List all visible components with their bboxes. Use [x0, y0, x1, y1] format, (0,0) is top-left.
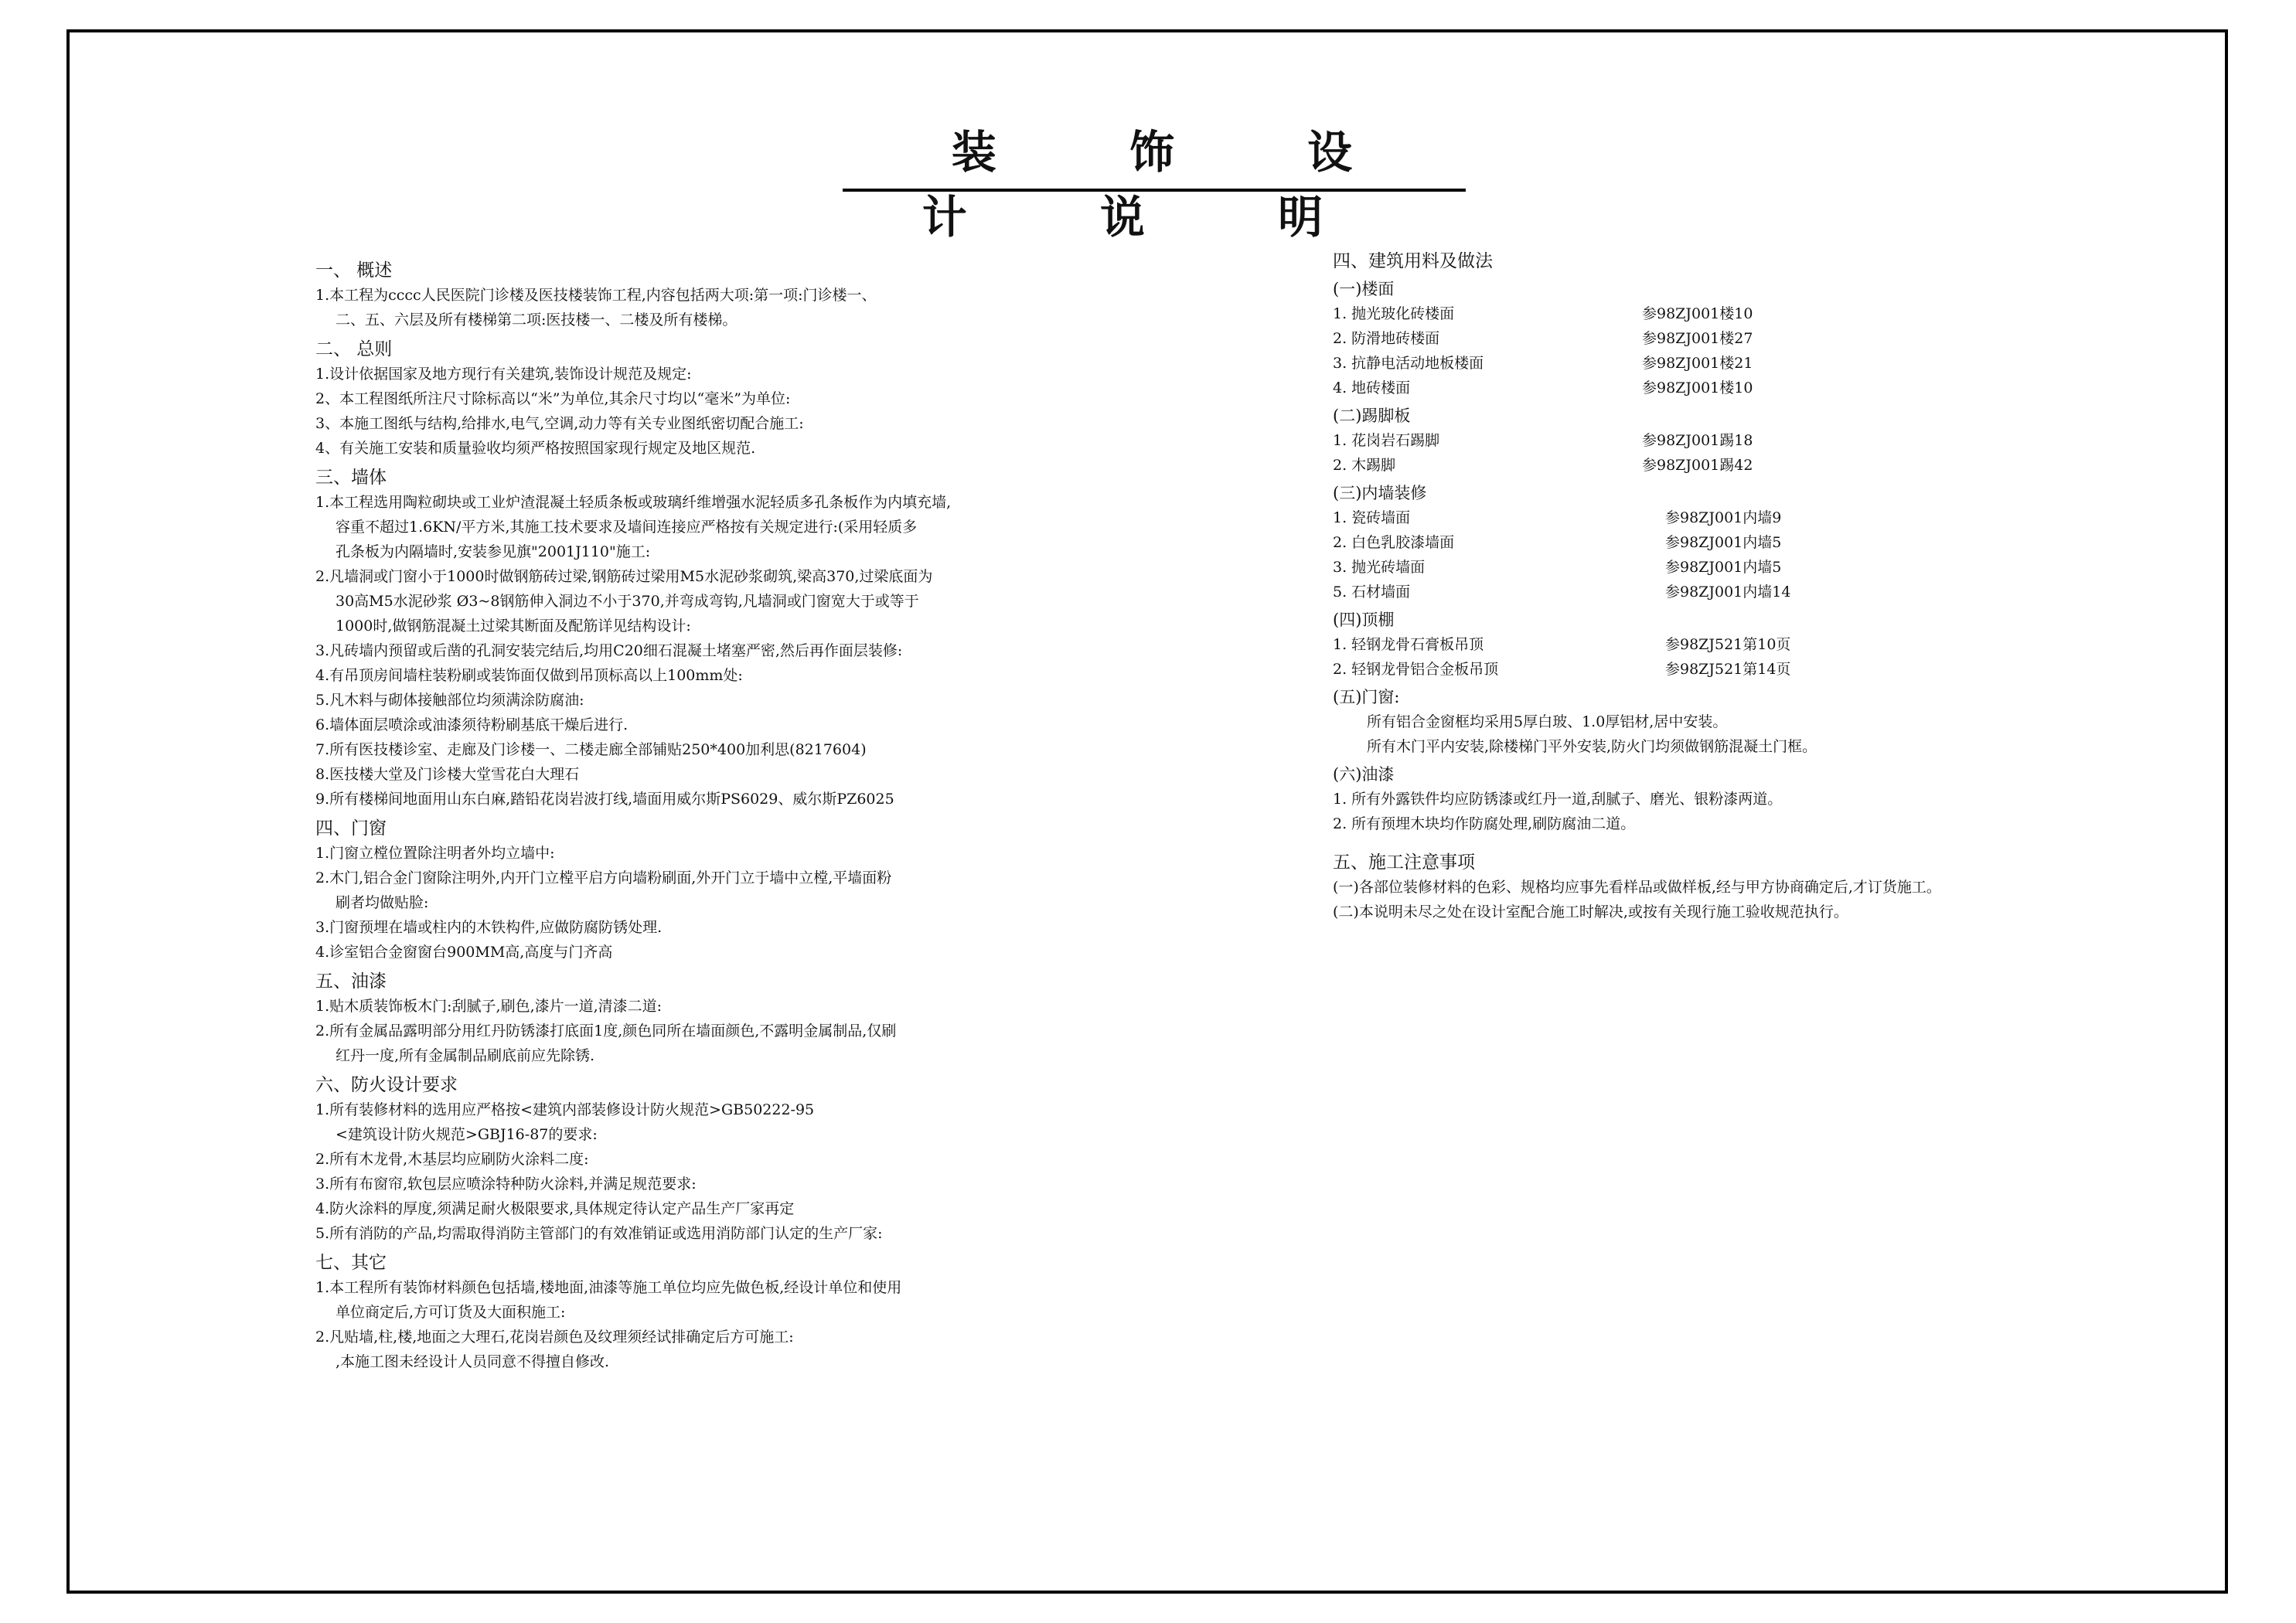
section-heading: 四、门窗	[315, 818, 387, 839]
material-name: 1. 瓷砖墙面	[1333, 509, 1411, 526]
note-line: 孔条板为内隔墙时,安装参见旗"2001J110"施工:	[336, 543, 651, 560]
note-line: 2、本工程图纸所注尺寸除标高以“米”为单位,其余尺寸均以“毫米”为单位:	[315, 390, 791, 407]
material-list-ceiling	[1333, 632, 2106, 682]
note-line: 3.凡砖墙内预留或后凿的孔洞安装完结后,均用C20细石混凝土堵塞严密,然后再作面层装修:	[315, 642, 903, 659]
material-reference: 参98ZJ001楼10	[1642, 305, 1753, 322]
note-line: 所有木门平内安装,除楼梯门平外安装,防火门均须做钢筋混凝土门框。	[1367, 738, 1817, 755]
material-row	[1333, 301, 2106, 326]
note-line: 30高M5水泥砂浆 Ø3~8钢筋伸入洞边不小于370,并弯成弯钩,凡墙洞或门窗宽大于或等于	[336, 593, 919, 610]
material-name: 1. 轻钢龙骨石膏板吊顶	[1333, 636, 1484, 653]
note-line: 6.墙体面层喷涂或油漆须待粉刷基底干燥后进行.	[315, 716, 629, 733]
material-reference: 参98ZJ001踢18	[1642, 432, 1753, 449]
note-line: 红丹一度,所有金属制品刷底前应先除锈.	[336, 1047, 595, 1064]
note-line: 5.凡木料与砌体接触部位均须满涂防腐油:	[315, 692, 584, 709]
section-heading: 五、施工注意事项	[1333, 852, 1475, 873]
subsection-heading: (五)门窗:	[1333, 688, 1400, 706]
material-list-interior-wall	[1333, 505, 2106, 604]
note-line: (一)各部位装修材料的色彩、规格均应事先看样品或做样板,经与甲方协商确定后,才订货施工。	[1333, 879, 1941, 896]
note-line: 2.凡墙洞或门窗小于1000时做钢筋砖过梁,钢筋砖过梁用M5水泥砂浆砌筑,梁高370,过梁底面为	[315, 568, 933, 585]
material-list-skirting	[1333, 428, 2106, 478]
note-line: 1. 所有外露铁件均应防锈漆或红丹一道,刮腻子、磨光、银粉漆两道。	[1333, 791, 1783, 808]
note-line: <建筑设计防火规范>GBJ16-87的要求:	[336, 1126, 598, 1143]
note-line: 刷者均做贴脸:	[336, 894, 429, 911]
material-reference: 参98ZJ001内墙5	[1665, 534, 1782, 551]
section-heading: 一、 概述	[315, 260, 393, 281]
material-reference: 参98ZJ001内墙9	[1665, 509, 1782, 526]
note-line: 1.本工程选用陶粒砌块或工业炉渣混凝土轻质条板或玻璃纤维增强水泥轻质多孔条板作为内填充墙,	[315, 494, 952, 511]
section-heading: 三、墙体	[315, 468, 387, 488]
material-name: 5. 石材墙面	[1333, 584, 1411, 601]
material-row	[1333, 530, 2106, 555]
material-name: 1. 抛光玻化砖楼面	[1333, 305, 1455, 322]
material-row	[1333, 326, 2106, 351]
note-line: 3.门窗预埋在墙或柱内的木铁构件,应做防腐防锈处理.	[315, 919, 663, 936]
material-row	[1333, 632, 2106, 657]
material-row	[1333, 657, 2106, 682]
note-line: (二)本说明未尽之处在设计室配合施工时解决,或按有关现行施工验收规范执行。	[1333, 903, 1848, 920]
material-name: 2. 木踢脚	[1333, 457, 1396, 474]
subsection-heading: (二)踢脚板	[1333, 407, 1411, 425]
material-row	[1333, 351, 2106, 376]
note-line: 5.所有消防的产品,均需取得消防主管部门的有效准销证或选用消防部门认定的生产厂家:	[315, 1225, 883, 1242]
note-line: 7.所有医技楼诊室、走廊及门诊楼一、二楼走廊全部铺贴250*400加利思(8217604)	[315, 741, 867, 758]
note-line: 所有铝合金窗框均采用5厚白玻、1.0厚铝材,居中安装。	[1367, 713, 1728, 730]
material-name: 2. 防滑地砖楼面	[1333, 330, 1440, 347]
material-name: 4. 地砖楼面	[1333, 379, 1411, 396]
section-heading: 六、防火设计要求	[315, 1075, 458, 1095]
note-line: 4.诊室铝合金窗窗台900MM高,高度与门齐高	[315, 944, 613, 961]
material-reference: 参98ZJ001楼27	[1642, 330, 1753, 347]
subsection-heading: (三)内墙装修	[1333, 484, 1427, 502]
note-line: 2.所有金属品露明部分用红丹防锈漆打底面1度,颜色同所在墙面颜色,不露明金属制品,仅刷	[315, 1022, 897, 1039]
note-line: 1.所有装修材料的选用应严格按<建筑内部装修设计防火规范>GB50222-95	[315, 1101, 815, 1118]
note-line: 2.所有木龙骨,木基层均应刷防火涂料二度:	[315, 1151, 589, 1168]
note-line: 2. 所有预埋木块均作防腐处理,刷防腐油二道。	[1333, 815, 1636, 832]
left-column	[315, 253, 996, 1374]
material-reference: 参98ZJ001楼10	[1642, 379, 1753, 396]
material-name: 2. 轻钢龙骨铝合金板吊顶	[1333, 661, 1499, 678]
note-line: 容重不超过1.6KN/平方米,其施工技术要求及墙间连接应严格按有关规定进行:(采用轻质多	[336, 519, 918, 536]
title-underline	[843, 189, 1466, 192]
section-heading: 七、其它	[315, 1253, 387, 1273]
note-line: 1.本工程为cccc人民医院门诊楼及医技楼装饰工程,内容包括两大项:第一项:门诊楼一、	[315, 287, 877, 304]
subsection-heading: (六)油漆	[1333, 765, 1395, 784]
note-line: 1.门窗立樘位置除注明者外均立墙中:	[315, 845, 555, 862]
subsection-heading: (一)楼面	[1333, 280, 1395, 298]
note-line: 4.有吊顶房间墙柱装粉刷或装饰面仅做到吊顶标高以上100mm处:	[315, 667, 743, 684]
note-line: 2.木门,铝合金门窗除注明外,内开门立樘平启方向墙粉刷面,外开门立于墙中立樘,平墙面粉	[315, 869, 892, 886]
note-line: 1.本工程所有装饰材料颜色包括墙,楼地面,油漆等施工单位均应先做色板,经设计单位和使用	[315, 1279, 902, 1296]
right-column	[1333, 244, 2106, 924]
material-row	[1333, 428, 2106, 453]
note-line: 单位商定后,方可订货及大面积施工:	[336, 1304, 566, 1321]
material-row	[1333, 580, 2106, 604]
note-line: 1000时,做钢筋混凝土过梁其断面及配筋详见结构设计:	[336, 618, 691, 635]
material-name: 3. 抛光砖墙面	[1333, 559, 1426, 576]
material-row	[1333, 376, 2106, 400]
section-heading: 五、油漆	[315, 971, 387, 992]
material-reference: 参98ZJ001内墙5	[1665, 559, 1782, 576]
note-line: 3.所有布窗帘,软包层应喷涂特种防火涂料,并满足规范要求:	[315, 1176, 697, 1193]
material-reference: 参98ZJ001楼21	[1642, 355, 1753, 372]
note-line: 2.凡贴墙,柱,楼,地面之大理石,花岗岩颜色及纹理须经试排确定后方可施工:	[315, 1329, 794, 1346]
note-line: 4.防火涂料的厚度,须满足耐火极限要求,具体规定待认定产品生产厂家再定	[315, 1200, 795, 1217]
page-title: 装 饰 设 计 说 明	[921, 126, 1412, 243]
material-list-floor	[1333, 301, 2106, 400]
note-line: 4、有关施工安装和质量验收均须严格按照国家现行规定及地区规范.	[315, 440, 756, 457]
note-line: 1.设计依据国家及地方现行有关建筑,装饰设计规范及规定:	[315, 366, 692, 383]
note-line: 1.贴木质装饰板木门:刮腻子,刷色,漆片一道,清漆二道:	[315, 998, 663, 1015]
section-heading: 四、建筑用料及做法	[1333, 251, 1493, 271]
note-line: 9.所有楼梯间地面用山东白麻,踏铅花岗岩波打线,墙面用威尔斯PS6029、威尔斯PZ6025	[315, 791, 894, 808]
material-row	[1333, 505, 2106, 530]
material-row	[1333, 453, 2106, 478]
material-row	[1333, 555, 2106, 580]
material-name: 1. 花岗岩石踢脚	[1333, 432, 1440, 449]
material-name: 2. 白色乳胶漆墙面	[1333, 534, 1455, 551]
section-heading: 二、 总则	[315, 339, 393, 359]
note-line: 8.医技楼大堂及门诊楼大堂雪花白大理石	[315, 766, 580, 783]
note-line: 二、五、六层及所有楼梯第二项:医技楼一、二楼及所有楼梯。	[336, 311, 738, 328]
note-line: ,本施工图未经设计人员同意不得擅自修改.	[336, 1353, 610, 1370]
material-reference: 参98ZJ001内墙14	[1665, 584, 1791, 601]
material-name: 3. 抗静电活动地板楼面	[1333, 355, 1484, 372]
note-line: 3、本施工图纸与结构,给排水,电气,空调,动力等有关专业图纸密切配合施工:	[315, 415, 804, 432]
material-reference: 参98ZJ521第14页	[1665, 661, 1791, 678]
material-reference: 参98ZJ001踢42	[1642, 457, 1753, 474]
material-reference: 参98ZJ521第10页	[1665, 636, 1791, 653]
subsection-heading: (四)顶棚	[1333, 611, 1395, 629]
